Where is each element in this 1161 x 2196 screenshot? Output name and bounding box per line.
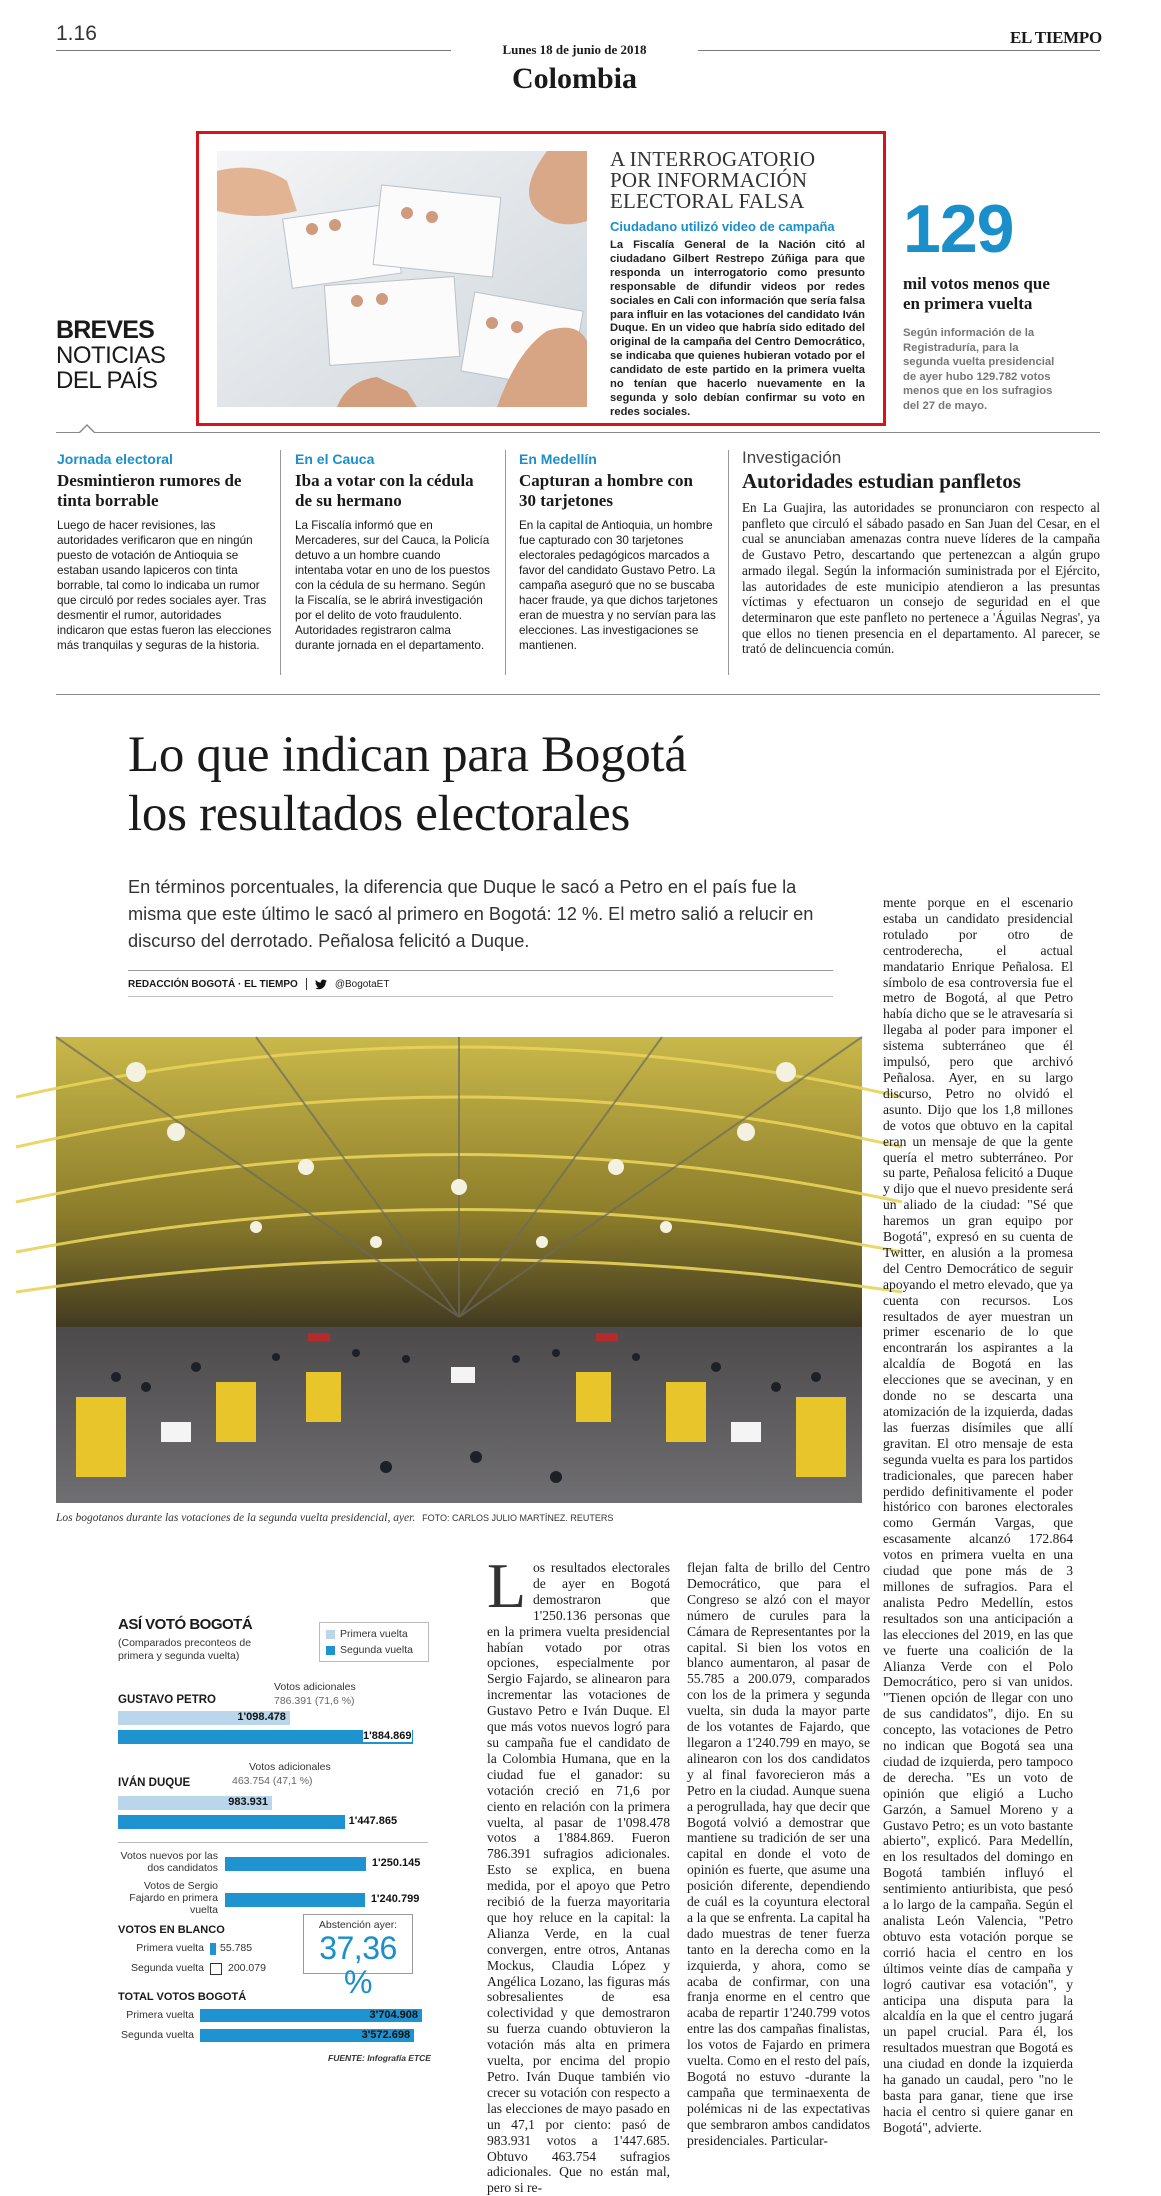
blank-title: VOTOS EN BLANCO xyxy=(118,1924,225,1936)
stat-number: 129 xyxy=(903,191,1014,267)
legend-segunda: Segunda vuelta xyxy=(340,1644,413,1656)
fajardo-label: Votos de Sergio Fajardo en primera vuelta xyxy=(129,1880,218,1916)
brief-2-kicker: En el Cauca xyxy=(295,451,375,467)
blank-segunda-label: Segunda vuelta xyxy=(131,1962,204,1974)
twitter-icon xyxy=(315,979,327,990)
abstention-box xyxy=(303,1914,413,2000)
total-segunda-value: 3'572.698 xyxy=(361,2029,411,2041)
legend-swatch-primera xyxy=(326,1630,335,1639)
article-col-3: mente porque en el escenario estaba un candidato presidencial rotulado por otro de centroderecha, el actual mandatario Enrique Peñalosa. El símbolo de esa controversia fue el metro de Bogotá, al que Petro había dicho que se le atravesaría si llegaba al poder para imponer el sistema subterráneo que él impulsó, pero que archivó Peñalosa. Ayer, en su largo discurso, Petro no olvidó el asunto. Dijo que los 1,8 millones de votos que obtuvo en la capital eran un mensaje de que la gente quería el metro subterráneo. Por su parte, Peñalosa felicitó a Duque y dijo que el nuevo presidente será un aliado de la ciudad: "Sé que haremos un gran equipo por Bogotá", expresó en su cuenta de Twitter, en alusión a la promesa del Centro Democrático de seguir apoyando el metro elevado, que ya cuenta con recursos. Los resultados de ayer muestran un primer escenario de lo que encontrarán los aspirantes a la alcaldía de Bogotá en las elecciones que se avecinan, y en donde no se descarta una atomización de la izquierda, dadas las fuerzas disímiles que allí gravitan. El otro mensaje de esta segunda vuelta es para los partidos tradicionales, que parecen haber perdido definitivamente el poder histórico con barones electorales como Germán Vargas, que escasamente alcanzó 172.864 votos en primera vuelta en una ciudad que pone más de 3 millones de sufragios. Para el analista Pedro Medellín, estos resultados son una anticipación a las elecciones del 2019, en las que ve fuerte una coalición de la Alianza Verde con el Polo Democrático, pero si van unidos. "Tienen opción de llegar con uno de sus candidatos", dijo. En su concepto, las votaciones de Petro no indican que Bogotá sea una ciudad de izquierda, pero tampoco de derecha. "Es un voto de opinión que eligió a Lucho Garzón, a Samuel Moreno y a Gustavo Petro; es un voto bastante abierto", explicó. Para Medellín, en los resultados del domingo en Bogotá también influyó el sentimiento antiuribista, que pesó a lo largo de la campaña. Según el analista León Valencia, "Petro obtuvo esta votación porque se corrió hacia el centro en los últimos veinte días de campaña y logró cautivar esa votación", y anticipa una disputa para la alcaldía en la que el centro jugará un papel crucial. Para él, los resultados muestran que Bogotá es una ciudad en donde la izquierda ha ganado un caudal, pero "no le basta para ganar, tiene que irse hacia el centro si quiere ganar en Bogotá", advierte. xyxy=(883,895,1073,2135)
total-primera-label: Primera vuelta xyxy=(126,2009,194,2021)
featured-photo xyxy=(217,151,587,407)
blank-primera-value: 55.785 xyxy=(220,1942,253,1954)
briefs-bottom-rule xyxy=(56,694,1100,695)
legend-swatch-segunda xyxy=(326,1646,335,1655)
stat-label xyxy=(903,274,1050,314)
brief-divider-2 xyxy=(505,450,506,675)
byline-author: REDACCIÓN BOGOTÁ · EL TIEMPO xyxy=(128,978,298,990)
chart-subtitle: (Comparados preconteos de primera y segunda vuelta) xyxy=(118,1637,252,1662)
brief-2-body: La Fiscalía informó que en Mercaderes, sur del Cauca, la Policía detuvo a un hombre cuando intentaba votar en uno de los puestos con la cédula de su hermano. Según la Fiscalía, se le abrirá investigación por el delito de voto fraudulento. Autoridades registraron calma durante jornada en el departamento. xyxy=(295,519,490,652)
twitter-handle[interactable]: @BogotaET xyxy=(334,978,390,990)
featured-headline-line-1: A INTERROGATORIO xyxy=(610,147,816,171)
nuevos-value: 1'250.145 xyxy=(371,1857,421,1869)
abstention-value: 37,36 % xyxy=(319,1930,397,2000)
brief-divider-3 xyxy=(728,450,729,675)
main-deck: En términos porcentuales, la diferencia que Duque le sacó a Petro en el país fue la misma que este último le sacó al primero en Bogotá: 12 %. El metro salió a relucir en discurso del derrotado. Peñalosa felicitó a Duque. xyxy=(128,877,814,951)
brief-3-kicker: En Medellín xyxy=(519,451,597,467)
breves-rule-notch-fill xyxy=(80,426,94,433)
duque-segunda-bar xyxy=(118,1815,345,1829)
legend-primera: Primera vuelta xyxy=(340,1628,408,1640)
article-col-1 xyxy=(487,1550,670,2196)
brief-1-title: Desmintieron rumores de tinta borrable xyxy=(57,471,242,510)
breves-title xyxy=(56,318,165,393)
article-col-2: flejan falta de brillo del Centro Democrático, que para el Congreso se alzó con el mayor número de curules para la Cámara de Representantes por la capital. Si bien los votos en blanco aumentaron, al pasar de 55.785 a 200.079, comparados con los de la primera y segunda vuelta, sin duda la mayor parte de los votantes de Fajardo, que llegaron a 1'240.799 en mayo, se alinearon con los dos candidatos y al final favorecieron más a Petro en la ciudad. Aunque suena a perogrullada, hay que decir que Bogotá volvió a demostrar que mantiene su tradición de ser una capital en donde el voto de opinión es fuerte, que asume una posición diferente, dependiendo de cuál es la coyuntura electoral a la que se enfrenta. La capital ha dado muestras de tener fuerza tanto en la derecha como en la izquierda, y ahora, como se acaba de confirmar, con una franja enorme en el centro que acaba de repartir 1'240.799 votos entre las dos campañas finalistas, los votos de Fajardo en primera vuelta. Como en el resto del país, Bogotá no estuvo -durante la campaña que terminaexenta de polémicas ni de las expectativas que sembraron ambos candidatos presidenciales. Particular- xyxy=(687,1560,870,2148)
duque-adicional-value: 463.754 (47,1 %) xyxy=(232,1775,313,1787)
brief-3-title: Capturan a hombre con 30 tarjetones xyxy=(519,471,693,510)
brief-1-body: Luego de hacer revisiones, las autoridades verificaron que en ningún puesto de votación de Antioquia se estaban usando lapiceros con tinta borrable, tal como lo indicaba un rumor que circuló por redes sociales ayer. Tras desmentir el rumor, autoridades indicaron que estas fueron las elecciones más tranquilas y seguras de la historia. xyxy=(57,519,272,652)
featured-body: La Fiscalía General de la Nación citó al ciudadano Gilbert Restrepo Zúñiga para que responda un interrogatorio como presunto responsable de difundir videos por redes sociales en Cali con información que sería falsa para influir en las votaciones del candidato Iván Duque. En un video que habría sido editado del original de la campaña del Centro Democrático, se indicaba que quienes hubieran votado por el candidato de este partido en la primera vuelta no tenían que hacerlo nuevamente en la segunda y solo debían confirmar su voto en redes sociales. xyxy=(610,239,865,418)
brief-1-kicker: Jornada electoral xyxy=(57,451,173,467)
nuevos-label: Votos nuevos por las dos candidatos xyxy=(120,1850,218,1874)
breves-title-top: BREVES xyxy=(56,316,155,344)
chart-source: FUENTE: Infografía ETCE xyxy=(328,2053,431,2063)
photo-credit: FOTO: CARLOS JULIO MARTÍNEZ. REUTERS xyxy=(422,1513,614,1523)
featured-kicker: Ciudadano utilizó video de campaña xyxy=(610,219,835,234)
fajardo-bar xyxy=(225,1893,365,1907)
brief-4-title: Autoridades estudian panfletos xyxy=(742,469,1021,493)
chart-title: ASÍ VOTÓ BOGOTÁ xyxy=(118,1616,253,1633)
petro-primera-value: 1'098.478 xyxy=(237,1711,286,1723)
petro-name: GUSTAVO PETRO xyxy=(118,1694,216,1706)
duque-adicional-title: Votos adicionales xyxy=(249,1761,331,1773)
byline-rule-bottom xyxy=(128,996,833,997)
breves-title-line-3: DEL PAÍS xyxy=(56,367,158,394)
featured-headline-line-3: ELECTORAL FALSA xyxy=(610,189,805,213)
duque-primera-value: 983.931 xyxy=(228,1796,268,1808)
issue-date: Lunes 18 de junio de 2018 xyxy=(502,42,647,57)
brief-3-body: En la capital de Antioquia, un hombre fue capturado con 30 tarjetones electorales pedagógicos marcados a favor del candidato Gustavo Petro. La campaña aseguró que no se buscaba hacer fraude, ya que dichos tarjetones eran de muestra y no servían para las elecciones. Las investigaciones se mantienen. xyxy=(519,519,718,652)
stat-label-line-1: mil votos menos que xyxy=(903,274,1050,293)
brief-2-title: Iba a votar con la cédula de su hermano xyxy=(295,471,474,510)
abstention-label: Abstención ayer: xyxy=(318,1919,398,1931)
page-number: 1.16 xyxy=(56,22,97,45)
main-headline-line-1: Lo que indican para Bogotá xyxy=(128,727,687,783)
main-headline xyxy=(128,726,687,844)
total-primera-value: 3'704.908 xyxy=(369,2009,418,2021)
blank-segunda-value: 200.079 xyxy=(228,1962,266,1974)
blank-primera-label: Primera vuelta xyxy=(136,1942,204,1954)
main-photo xyxy=(56,1037,862,1503)
duque-name: IVÁN DUQUE xyxy=(118,1777,191,1789)
brand-logo: EL TIEMPO xyxy=(1010,28,1102,47)
brief-divider-1 xyxy=(280,450,281,675)
byline-sep xyxy=(306,978,307,990)
blank-primera-bar xyxy=(210,1943,216,1955)
byline xyxy=(128,978,389,990)
total-title: TOTAL VOTOS BOGOTÁ xyxy=(118,1991,247,2003)
article-col-1-text: os resultados electorales de ayer en Bogotá demostraron que 1'250.136 personas que en la primera vuelta presidencial habían votado por otras opciones, especialmente por Sergio Fajardo, se alinearon para incrementar las votaciones de Gustavo Petro e Iván Duque. El que más votos nuevos logró para su campaña fue el candidato de la Colombia Humana, que en la ciudad fue el ganador: su votación creció en 71,6 por ciento en relación con la primera vuelta, al pasar de 1'098.478 votos a 1'884.869. Fueron 786.391 sufragios adicionales. Esto se explica, en buena medida, por el apoyo que Petro recibió de la fuerza mayoritaria que hoy reluce en la capital: la Alianza Verde, en la cual convergen, entre otros, Antanas Mockus, Claudia López y Angélica Lozano, las figuras más sobresalientes de esa colectividad y que demostraron su fuerza cuando obtuvieron la votación más alta en primera vuelta, por encima del propio Petro. Iván Duque también vio crecer su votación con respecto a las elecciones de mayo pasado en un 47,1 por ciento: pasó de 983.931 votos a 1'447.685. Obtuvo 463.754 sufragios adicionales. Que no están mal, pero si re- xyxy=(487,1560,670,2196)
stat-label-line-2: en primera vuelta xyxy=(903,294,1033,313)
breves-title-line-2: NOTICIAS xyxy=(56,342,166,369)
header-rule-right xyxy=(698,50,1100,51)
brief-4-body: En La Guajira, las autoridades se pronunciaron con respecto al panfleto que circuló el sábado pasado en San Juan del Cesar, en el cual se anunciaban amenazas contra nueve líderes de la campaña de Gustavo Petro, descartando que pertenezcan a algún grupo armado ilegal. Según la información suministrada por el Ejército, las autoridades de este municipio atendieron a las presuntas víctimas y efectuaron un consejo de seguridad en el que determinaron que este panfleto no pertenece a 'Águilas Negras', ya que ellos no tienen presencia en el departamento. Al parecer, se trató de delincuencia común. xyxy=(742,500,1100,657)
byline-rule-top xyxy=(128,970,833,971)
breves-bottom-rule xyxy=(56,432,1100,433)
duque-segunda-value: 1'447.865 xyxy=(348,1815,398,1827)
main-headline-line-2: los resultados electorales xyxy=(128,786,631,842)
header-rule-left xyxy=(56,50,451,51)
blank-segunda-bar xyxy=(210,1963,222,1975)
dropcap: L xyxy=(487,1550,527,1621)
fajardo-value: 1'240.799 xyxy=(370,1893,420,1905)
brief-4-kicker: Investigación xyxy=(742,448,842,467)
featured-headline xyxy=(610,149,815,212)
petro-adicional-value: 786.391 (71,6 %) xyxy=(274,1695,355,1707)
chart-rule-1 xyxy=(118,1842,428,1843)
photo-caption-text: Los bogotanos durante las votaciones de la segunda vuelta presidencial, ayer. xyxy=(56,1512,416,1524)
total-segunda-label: Segunda vuelta xyxy=(121,2029,194,2041)
stat-body: Según información de la Registraduría, para la segunda vuelta presidencial de ayer hubo 129.782 votos menos que en los sufragios del 27 de mayo. xyxy=(903,327,1055,412)
featured-headline-line-2: POR INFORMACIÓN xyxy=(610,168,808,192)
photo-caption xyxy=(56,1512,613,1524)
petro-segunda-value: 1'884.869 xyxy=(363,1730,412,1742)
petro-adicional-title: Votos adicionales xyxy=(274,1681,356,1693)
section-title: Colombia xyxy=(511,62,637,95)
nuevos-bar xyxy=(225,1857,366,1871)
chart-legend xyxy=(319,1622,429,1662)
